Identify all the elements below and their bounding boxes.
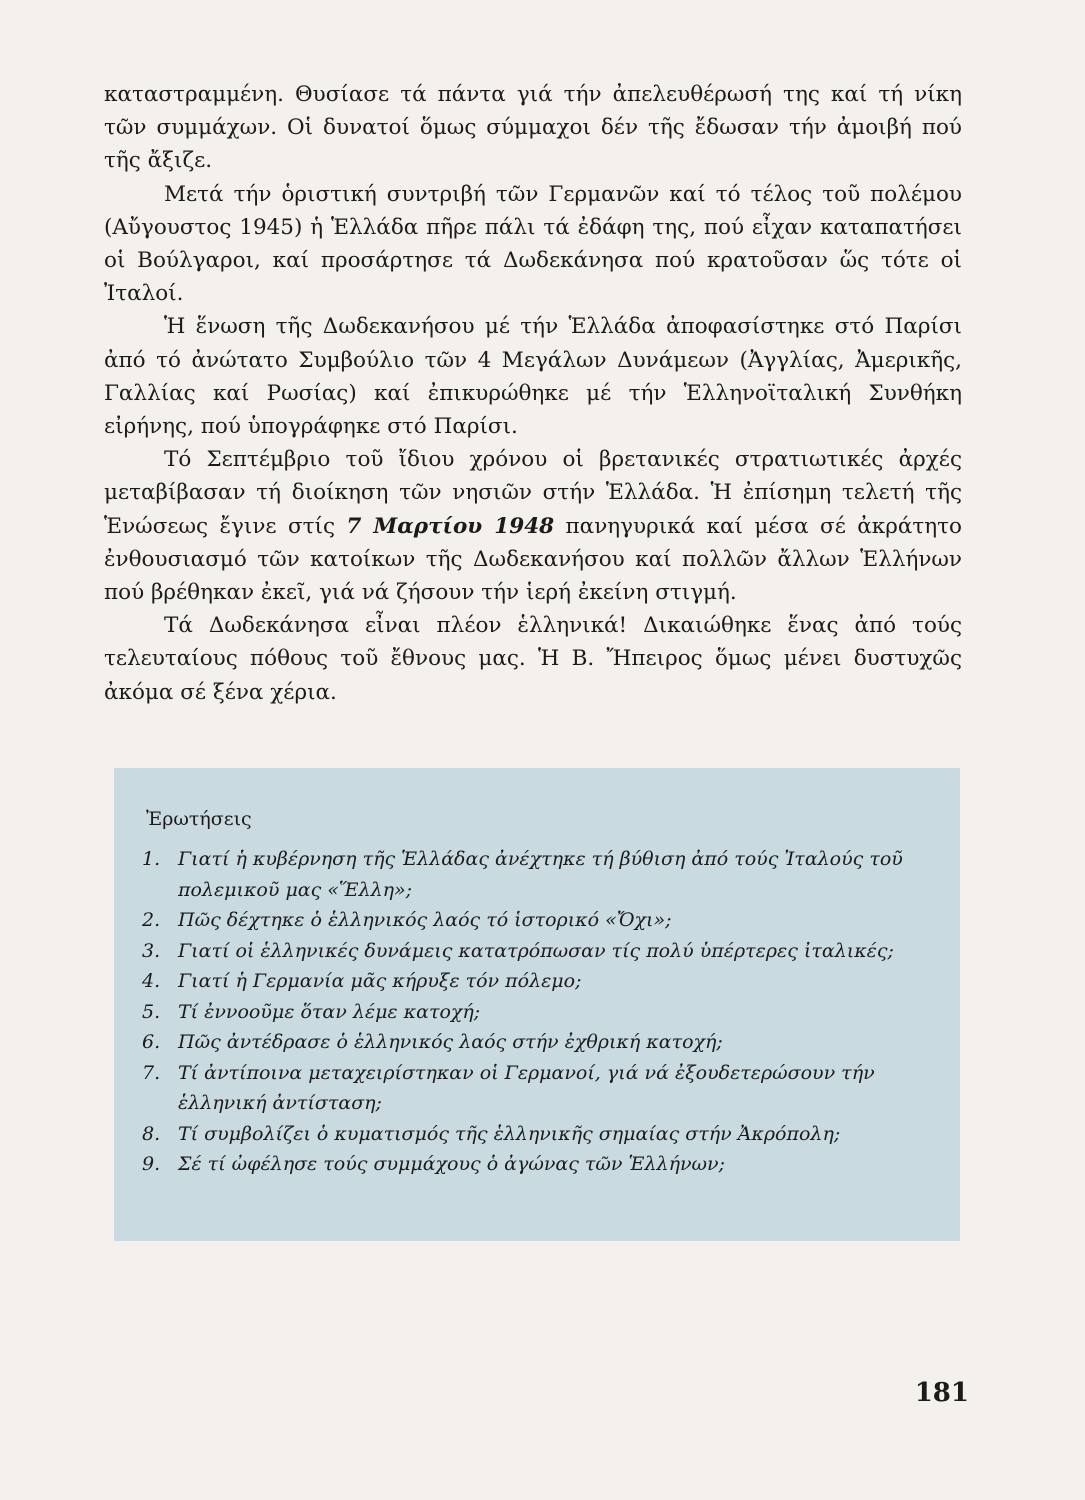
question-number: 4. [142,970,161,992]
questions-title: Ἐρωτήσεις [146,808,252,830]
question-number: 5. [142,1000,161,1023]
union-date: 7 Μαρτίου 1948 [346,513,555,539]
paragraph-5: Τά Δωδεκάνησα εἶναι πλέον ἑλληνικά! Δικαιώθηκε ἕνας ἀπό τούς τελευταίους πόθους τοῦ ἔθνους μας. Ἡ Β. Ἤπειρος ὅμως μένει δυστυχῶς ἀκόμα σέ ξένα χέρια. [104,613,962,705]
question-item [142,844,930,905]
question-item [142,966,930,997]
question-item [142,1119,930,1150]
question-text: Σέ τί ὠφέλησε τούς συμμάχους ὁ ἀγώνας τῶν Ἑλλήνων; [178,1153,725,1175]
question-item [142,1149,930,1180]
questions-box [114,768,960,1241]
question-item [142,997,930,1028]
paragraph-2: Μετά τήν ὁριστική συντριβή τῶν Γερμανῶν καί τό τέλος τοῦ πολέμου (Αὔγουστος 1945) ἡ Ἑλλάδα πῆρε πάλι τά ἐδάφη της, πού εἶχαν καταπατήσει οἱ Βούλγαροι, καί προσάρτησε τά Δωδεκάνησα πού κρατοῦσαν ὥς τότε οἱ Ἰταλοί. [104,181,962,307]
paragraph-3: Ἡ ἕνωση τῆς Δωδεκανήσου μέ τήν Ἑλλάδα ἀποφασίστηκε στό Παρίσι ἀπό τό ἀνώτατο Συμβούλιο τῶν 4 Μεγάλων Δυνάμεων (Ἀγγλίας, Ἀμερικῆς, Γαλλίας καί Ρωσίας) καί ἐπικυρώθηκε μέ τήν Ἑλληνοϊταλική Συνθήκη εἰρήνης, πού ὑπογράφηκε στό Παρίσι. [104,314,962,440]
question-text: Τί συμβολίζει ὁ κυματισμός τῆς ἑλληνικῆς σημαίας στήν Ἀκρόπολη; [178,1122,841,1145]
question-text: Τί ἀντίποινα μεταχειρίστηκαν οἱ Γερμανοί, γιά νά ἐξουδετερώσουν τήν ἑλληνική ἀντίσταση; [178,1061,875,1114]
question-text: Γιατί οἱ ἑλληνικές δυνάμεις κατατρόπωσαν τίς πολύ ὑπέρτερες ἰταλικές; [178,939,894,962]
question-item [142,905,930,936]
question-number: 3. [142,939,161,962]
question-number: 8. [142,1122,161,1145]
body-text [104,78,962,709]
question-number: 7. [142,1061,161,1084]
question-number: 1. [142,848,161,870]
paragraph-4-start: Τό Σεπτέμβριο τοῦ ἴδιου χρόνου οἱ βρετανικές στρατιωτικές ἀρχές μεταβίβασαν τή διοίκηση τῶν νησιῶν στήν Ἑλλάδα. Ἡ ἐπίσημη τελετή τῆς Ἑνώσεως ἔγινε στίς [104,447,962,539]
question-number: 2. [142,909,161,931]
paragraph-4-end: πανηγυρικά καί μέσα σέ ἀκράτητο ἐνθουσιασμό τῶν κατοίκων τῆς Δωδεκανήσου καί πολλῶν ἄλλων Ἑλλήνων πού βρέθηκαν ἐκεῖ, γιά νά ζήσουν τήν ἱερή ἐκείνη στιγμή. [104,513,962,606]
question-text: Πῶς ἀντέδρασε ὁ ἑλληνικός λαός στήν ἐχθρική κατοχή; [178,1031,723,1053]
question-item [142,1058,930,1119]
paragraph-4 [104,443,962,609]
question-text: Πῶς δέχτηκε ὁ ἑλληνικός λαός τό ἱστορικό «Ὄχι»; [178,909,672,931]
page-number: 181 [914,1378,969,1408]
question-number: 9. [142,1153,161,1175]
question-text: Γιατί ἡ κυβέρνηση τῆς Ἑλλάδας ἀνέχτηκε τή βύθιση ἀπό τούς Ἰταλούς τοῦ πολεμικοῦ μας «Ἕλλη»; [178,848,903,901]
question-item [142,936,930,967]
question-text: Γιατί ἡ Γερμανία μᾶς κήρυξε τόν πόλεμο; [178,970,582,992]
question-text: Τί ἐννοοῦμε ὅταν λέμε κατοχή; [178,1000,481,1023]
question-item [142,1027,930,1058]
question-number: 6. [142,1031,161,1053]
paragraph-1: καταστραμμένη. Θυσίασε τά πάντα γιά τήν ἀπελευθέρωσή της καί τή νίκη τῶν συμμάχων. Οἱ δυνατοί ὅμως σύμμαχοι δέν τῆς ἔδωσαν τήν ἀμοιβή πού τῆς ἄξιζε. [104,82,962,174]
questions-list [142,844,930,1180]
